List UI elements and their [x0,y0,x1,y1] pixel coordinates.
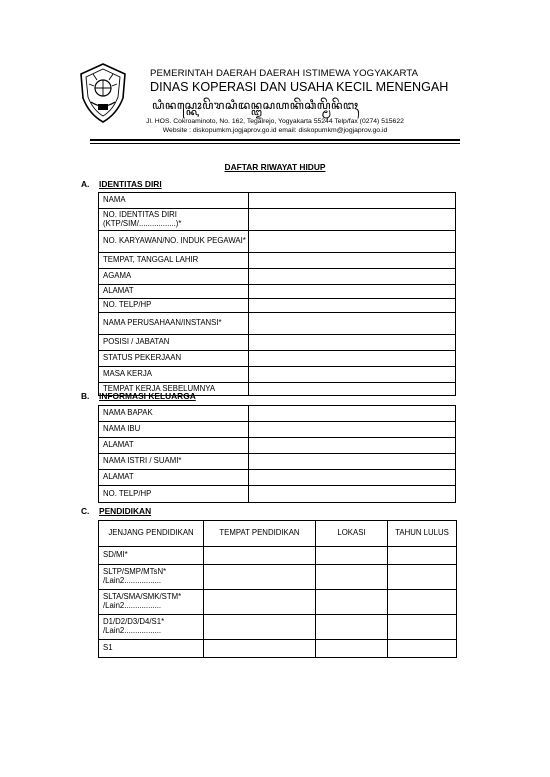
school-cell[interactable] [204,615,316,640]
education-level: D1/D2/D3/D4/S1* /Lain2................. [99,615,204,640]
field-value-cell[interactable] [249,335,456,351]
table-row [99,454,456,470]
location-cell[interactable] [316,615,388,640]
education-level: S1 [99,640,204,658]
table-row [99,615,457,640]
field-value-cell[interactable] [249,422,456,438]
field-value-cell[interactable] [249,313,456,335]
section-b-letter: B. [81,391,90,401]
letterhead-rule-thick [90,139,460,141]
table-row [99,640,457,658]
field-label: ALAMAT [99,470,249,486]
graduation-year-cell[interactable] [388,640,457,658]
table-row [99,547,457,565]
field-label: NO. KARYAWAN/NO. INDUK PEGAWAI* [99,231,249,253]
field-value-cell[interactable] [249,454,456,470]
field-label: NAMA IBU [99,422,249,438]
letterhead-website: Website : diskopumkm.jogjaprov.go.id email: diskopumkm@jogjaprov.go.id [162,127,388,134]
table-header-row [99,521,457,547]
table-row [99,231,456,253]
location-cell[interactable] [316,590,388,615]
field-label: TEMPAT, TANGGAL LAHIR [99,253,249,269]
table-row [99,299,456,313]
table-row [99,285,456,299]
identity-table [98,192,456,396]
table-row [99,351,456,367]
field-value-cell[interactable] [249,299,456,313]
field-value-cell[interactable] [249,406,456,422]
column-header: TAHUN LULUS [388,521,457,547]
field-value-cell[interactable] [249,383,456,396]
location-cell[interactable] [316,547,388,565]
field-value-cell[interactable] [249,438,456,454]
field-value-cell[interactable] [249,285,456,299]
section-c-letter: C. [81,506,90,516]
section-a-letter: A. [81,179,90,189]
table-row [99,193,456,209]
field-label: NAMA PERUSAHAAN/INSTANSI* [99,313,249,335]
education-level: SD/MI* [99,547,204,565]
table-row [99,367,456,383]
letterhead-rule-thin [90,143,460,144]
field-value-cell[interactable] [249,486,456,503]
document-title: DAFTAR RIWAYAT HIDUP [224,162,326,172]
school-cell[interactable] [204,565,316,590]
table-row [99,335,456,351]
field-label: ALAMAT [99,285,249,299]
graduation-year-cell[interactable] [388,547,457,565]
field-label: NAMA [99,193,249,209]
letterhead-agency-name: DINAS KOPERASI DAN USAHA KECIL MENENGAH [150,80,449,94]
field-label: MASA KERJA [99,367,249,383]
table-row [99,253,456,269]
section-b-heading [81,391,196,401]
education-level: SLTA/SMA/SMK/STM* /Lain2................. [99,590,204,615]
field-label: TEMPAT KERJA SEBELUMNYA [99,383,249,396]
section-a-title: IDENTITAS DIRI [99,179,162,189]
graduation-year-cell[interactable] [388,565,457,590]
field-label: NO. TELP/HP [99,299,249,313]
letterhead [0,0,550,150]
coat-of-arms-logo [77,62,129,124]
table-row [99,470,456,486]
education-level: SLTP/SMP/MTsN* /Lain2................. [99,565,204,590]
field-label: ALAMAT [99,438,249,454]
location-cell[interactable] [316,565,388,590]
graduation-year-cell[interactable] [388,615,457,640]
field-label: NO. TELP/HP [99,486,249,503]
column-header: JENJANG PENDIDIKAN [99,521,204,547]
field-value-cell[interactable] [249,367,456,383]
field-label: POSISI / JABATAN [99,335,249,351]
field-label: AGAMA [99,269,249,285]
field-value-cell[interactable] [249,231,456,253]
school-cell[interactable] [204,590,316,615]
field-label: NAMA BAPAK [99,406,249,422]
column-header: TEMPAT PENDIDIKAN [204,521,316,547]
field-value-cell[interactable] [249,269,456,285]
school-cell[interactable] [204,640,316,658]
table-row [99,438,456,454]
letterhead-javanese-script: ꦝꦶꦤꦱ꧀ꦏꦺꦴꦥꦼꦫꦱꦶꦢꦤ꧀ꦈꦱꦲꦏꦼꦕꦶꦭ꧀ꦩꦼꦤꦼꦔꦃ [152,98,359,112]
table-row [99,406,456,422]
field-value-cell[interactable] [249,253,456,269]
letterhead-government-line: PEMERINTAH DAERAH DAERAH ISTIMEWA YOGYAKARTA [150,68,419,79]
table-row [99,209,456,231]
table-row [99,422,456,438]
field-value-cell[interactable] [249,351,456,367]
table-row [99,590,457,615]
field-value-cell[interactable] [249,470,456,486]
column-header: LOKASI [316,521,388,547]
table-row [99,565,457,590]
family-table [98,405,456,503]
graduation-year-cell[interactable] [388,590,457,615]
location-cell[interactable] [316,640,388,658]
section-b-title: INFORMASI KELUARGA [99,391,196,401]
school-cell[interactable] [204,547,316,565]
section-c-heading [81,506,151,516]
field-value-cell[interactable] [249,209,456,231]
field-label: STATUS PEKERJAAN [99,351,249,367]
education-table [98,520,457,658]
section-a-heading [81,179,162,189]
table-row [99,486,456,503]
letterhead-address: Jl. HOS. Cokroaminoto, No. 162, Tegalrejo, Yogyakarta 55244 Telp/fax (0274) 515622 [146,118,404,125]
table-row [99,269,456,285]
section-c-title: PENDIDIKAN [99,506,152,516]
field-label: NO. IDENTITAS DIRI (KTP/SIM/.................)* [99,209,249,231]
field-label: NAMA ISTRI / SUAMI* [99,454,249,470]
table-row [99,313,456,335]
field-value-cell[interactable] [249,193,456,209]
